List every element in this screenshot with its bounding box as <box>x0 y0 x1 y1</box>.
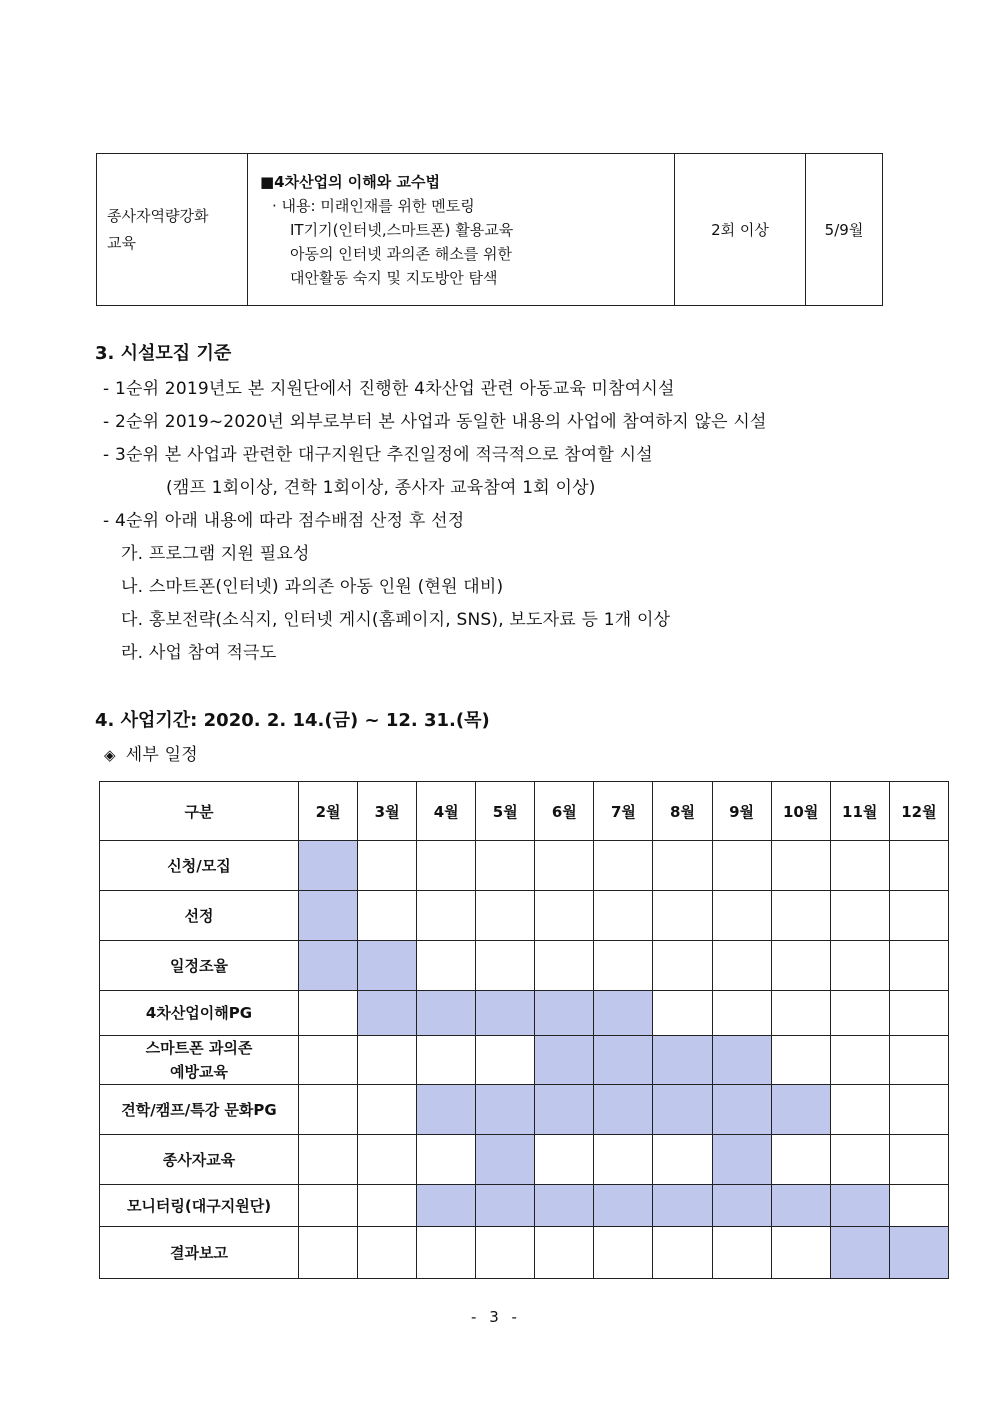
schedule-cell-active <box>712 1185 771 1227</box>
row-label <box>100 941 299 991</box>
schedule-cell-active <box>771 1185 830 1227</box>
schedule-cell-active <box>476 991 535 1036</box>
schedule-subtitle <box>104 740 198 765</box>
schedule-cell <box>830 841 889 891</box>
schedule-cell-active <box>594 1085 653 1135</box>
content-line: 아동의 인터넷 과의존 해소를 위한 <box>290 244 512 263</box>
schedule-row <box>100 1135 949 1185</box>
schedule-cell-active <box>830 1227 889 1279</box>
content-line: 대안활동 숙지 및 지도방안 탐색 <box>290 268 498 287</box>
schedule-cell-active <box>535 1085 594 1135</box>
schedule-cell <box>889 1185 948 1227</box>
schedule-cell <box>476 941 535 991</box>
content-title: ■4차산업의 이해와 교수법 <box>260 172 440 191</box>
schedule-row <box>100 1036 949 1085</box>
schedule-cell <box>299 1036 358 1085</box>
criteria-subitem: 라. 사업 참여 적극도 <box>121 643 277 663</box>
schedule-cell <box>889 1085 948 1135</box>
schedule-cell <box>299 1135 358 1185</box>
row-label-line: 일정조율 <box>170 956 228 975</box>
schedule-cell <box>830 941 889 991</box>
month-header: 7월 <box>594 782 653 841</box>
content-line: IT기기(인터넷,스마트폰) 활용교육 <box>290 220 514 239</box>
schedule-cell <box>417 1036 476 1085</box>
row-label <box>100 1085 299 1135</box>
month-header: 8월 <box>653 782 712 841</box>
schedule-cell <box>594 891 653 941</box>
schedule-cell-active <box>594 1036 653 1085</box>
schedule-cell-active <box>417 991 476 1036</box>
schedule-cell <box>830 891 889 941</box>
month-header: 4월 <box>417 782 476 841</box>
schedule-cell <box>476 1036 535 1085</box>
schedule-cell <box>417 1135 476 1185</box>
criteria-item: - 2순위 2019~2020년 외부로부터 본 사업과 동일한 내용의 사업에 참여하지 않은 시설 <box>103 412 767 432</box>
month-header: 10월 <box>771 782 830 841</box>
schedule-cell <box>535 941 594 991</box>
section4-title: 4. 사업기간: 2020. 2. 14.(금) ~ 12. 31.(목) <box>95 710 490 731</box>
schedule-cell <box>299 991 358 1036</box>
schedule-cell <box>653 1227 712 1279</box>
schedule-cell <box>830 1036 889 1085</box>
schedule-cell <box>594 1135 653 1185</box>
schedule-cell <box>299 1185 358 1227</box>
schedule-cell <box>712 1227 771 1279</box>
schedule-row <box>100 941 949 991</box>
schedule-cell-active <box>594 991 653 1036</box>
row-label <box>100 1227 299 1279</box>
month-header: 2월 <box>299 782 358 841</box>
schedule-cell-active <box>712 1036 771 1085</box>
schedule-cell <box>299 1227 358 1279</box>
category-cell <box>97 154 248 306</box>
schedule-row <box>100 991 949 1036</box>
criteria-item: - 4순위 아래 내용에 따라 점수배점 산정 후 선정 <box>103 511 465 531</box>
month-header: 3월 <box>358 782 417 841</box>
schedule-cell-active <box>594 1185 653 1227</box>
row-label-line: 신청/모집 <box>167 856 231 875</box>
schedule-row <box>100 1185 949 1227</box>
criteria-note: (캠프 1회이상, 견학 1회이상, 종사자 교육참여 1회 이상) <box>166 478 596 498</box>
month-header: 6월 <box>535 782 594 841</box>
schedule-cell <box>830 991 889 1036</box>
schedule-cell-active <box>299 891 358 941</box>
schedule-header-row <box>100 782 949 841</box>
schedule-cell <box>476 841 535 891</box>
row-label-line: 예방교육 <box>170 1063 228 1081</box>
schedule-cell <box>653 1135 712 1185</box>
schedule-cell <box>358 891 417 941</box>
schedule-subtitle-text: 세부 일정 <box>125 745 198 765</box>
schedule-cell-active <box>771 1085 830 1135</box>
schedule-cell <box>535 1135 594 1185</box>
row-label <box>100 991 299 1036</box>
schedule-cell <box>712 941 771 991</box>
diamond-icon: ◈ <box>104 746 116 764</box>
schedule-cell <box>358 841 417 891</box>
schedule-cell <box>594 941 653 991</box>
month-header: 9월 <box>712 782 771 841</box>
month-header: 11월 <box>830 782 889 841</box>
schedule-cell <box>358 1185 417 1227</box>
schedule-cell <box>771 841 830 891</box>
schedule-cell-active <box>299 841 358 891</box>
schedule-row <box>100 841 949 891</box>
row-label <box>100 891 299 941</box>
schedule-cell <box>771 1036 830 1085</box>
schedule-cell <box>771 1227 830 1279</box>
schedule-cell-active <box>535 1036 594 1085</box>
schedule-cell <box>830 1085 889 1135</box>
row-label-line: 선정 <box>184 906 214 925</box>
schedule-cell <box>653 891 712 941</box>
schedule-cell <box>358 1085 417 1135</box>
schedule-cell-active <box>476 1085 535 1135</box>
schedule-cell <box>771 1135 830 1185</box>
row-label-line: 스마트폰 과의존 <box>145 1039 253 1057</box>
row-label <box>100 1135 299 1185</box>
schedule-cell <box>417 841 476 891</box>
schedule-cell <box>712 991 771 1036</box>
schedule-cell-active <box>653 1085 712 1135</box>
schedule-cell <box>358 1227 417 1279</box>
schedule-cell <box>299 1085 358 1135</box>
schedule-cell <box>535 891 594 941</box>
schedule-cell-active <box>889 1227 948 1279</box>
schedule-cell <box>771 991 830 1036</box>
months-cell: 5/9월 <box>806 154 883 306</box>
schedule-cell <box>594 841 653 891</box>
schedule-cell-active <box>299 941 358 991</box>
category-line: 종사자역량강화 <box>107 206 209 225</box>
schedule-cell <box>889 891 948 941</box>
schedule-cell-active <box>653 1185 712 1227</box>
month-header: 12월 <box>889 782 948 841</box>
schedule-cell <box>358 1135 417 1185</box>
header-label: 구분 <box>100 782 299 841</box>
schedule-cell <box>889 1135 948 1185</box>
schedule-cell <box>771 891 830 941</box>
criteria-subitem: 가. 프로그램 지원 필요성 <box>121 544 310 564</box>
schedule-cell <box>889 841 948 891</box>
schedule-cell-active <box>358 941 417 991</box>
schedule-cell <box>535 841 594 891</box>
table-row <box>97 154 883 306</box>
row-label-line: 4차산업이해PG <box>145 1004 253 1022</box>
schedule-cell <box>771 941 830 991</box>
schedule-cell <box>476 1227 535 1279</box>
schedule-cell <box>712 891 771 941</box>
row-label <box>100 1036 299 1085</box>
criteria-item: - 3순위 본 사업과 관련한 대구지원단 추진일정에 적극적으로 참여할 시설 <box>103 445 653 465</box>
schedule-cell-active <box>358 991 417 1036</box>
schedule-cell <box>417 941 476 991</box>
schedule-table <box>99 781 949 1279</box>
schedule-cell <box>889 1036 948 1085</box>
schedule-cell <box>653 841 712 891</box>
row-label <box>100 841 299 891</box>
schedule-cell <box>535 1227 594 1279</box>
schedule-cell-active <box>535 1185 594 1227</box>
row-label-line: 모니터링(대구지원단) <box>126 1196 272 1215</box>
content-cell <box>248 154 675 306</box>
content-line: · 내용: 미래인재를 위한 멘토링 <box>272 196 475 215</box>
category-line: 교육 <box>107 233 136 252</box>
training-table <box>96 153 883 306</box>
count-cell: 2회 이상 <box>675 154 806 306</box>
schedule-cell-active <box>712 1135 771 1185</box>
criteria-item: - 1순위 2019년도 본 지원단에서 진행한 4차산업 관련 아동교육 미참여시설 <box>103 379 675 399</box>
schedule-cell-active <box>476 1135 535 1185</box>
schedule-cell <box>653 991 712 1036</box>
schedule-cell-active <box>417 1185 476 1227</box>
schedule-cell <box>417 891 476 941</box>
page-number: - 3 - <box>471 1308 521 1326</box>
schedule-cell <box>889 941 948 991</box>
row-label-line: 결과보고 <box>170 1243 228 1262</box>
schedule-cell <box>712 841 771 891</box>
row-label <box>100 1185 299 1227</box>
schedule-cell-active <box>417 1085 476 1135</box>
schedule-cell-active <box>712 1085 771 1135</box>
row-label-line: 견학/캠프/특강 문화PG <box>121 1100 277 1119</box>
schedule-cell-active <box>535 991 594 1036</box>
schedule-cell <box>653 941 712 991</box>
schedule-cell-active <box>653 1036 712 1085</box>
row-label-line: 종사자교육 <box>162 1150 236 1169</box>
criteria-subitem: 다. 홍보전략(소식지, 인터넷 게시(홈페이지, SNS), 보도자료 등 1개 이상 <box>121 610 671 630</box>
schedule-row <box>100 1085 949 1135</box>
schedule-cell <box>417 1227 476 1279</box>
schedule-cell <box>358 1036 417 1085</box>
schedule-row <box>100 891 949 941</box>
criteria-subitem: 나. 스마트폰(인터넷) 과의존 아동 인원 (현원 대비) <box>121 577 504 597</box>
schedule-cell <box>476 891 535 941</box>
section3-title: 3. 시설모집 기준 <box>95 343 232 364</box>
schedule-cell <box>889 991 948 1036</box>
schedule-cell-active <box>476 1185 535 1227</box>
schedule-row <box>100 1227 949 1279</box>
schedule-cell-active <box>830 1185 889 1227</box>
schedule-cell <box>830 1135 889 1185</box>
month-header: 5월 <box>476 782 535 841</box>
schedule-cell <box>594 1227 653 1279</box>
